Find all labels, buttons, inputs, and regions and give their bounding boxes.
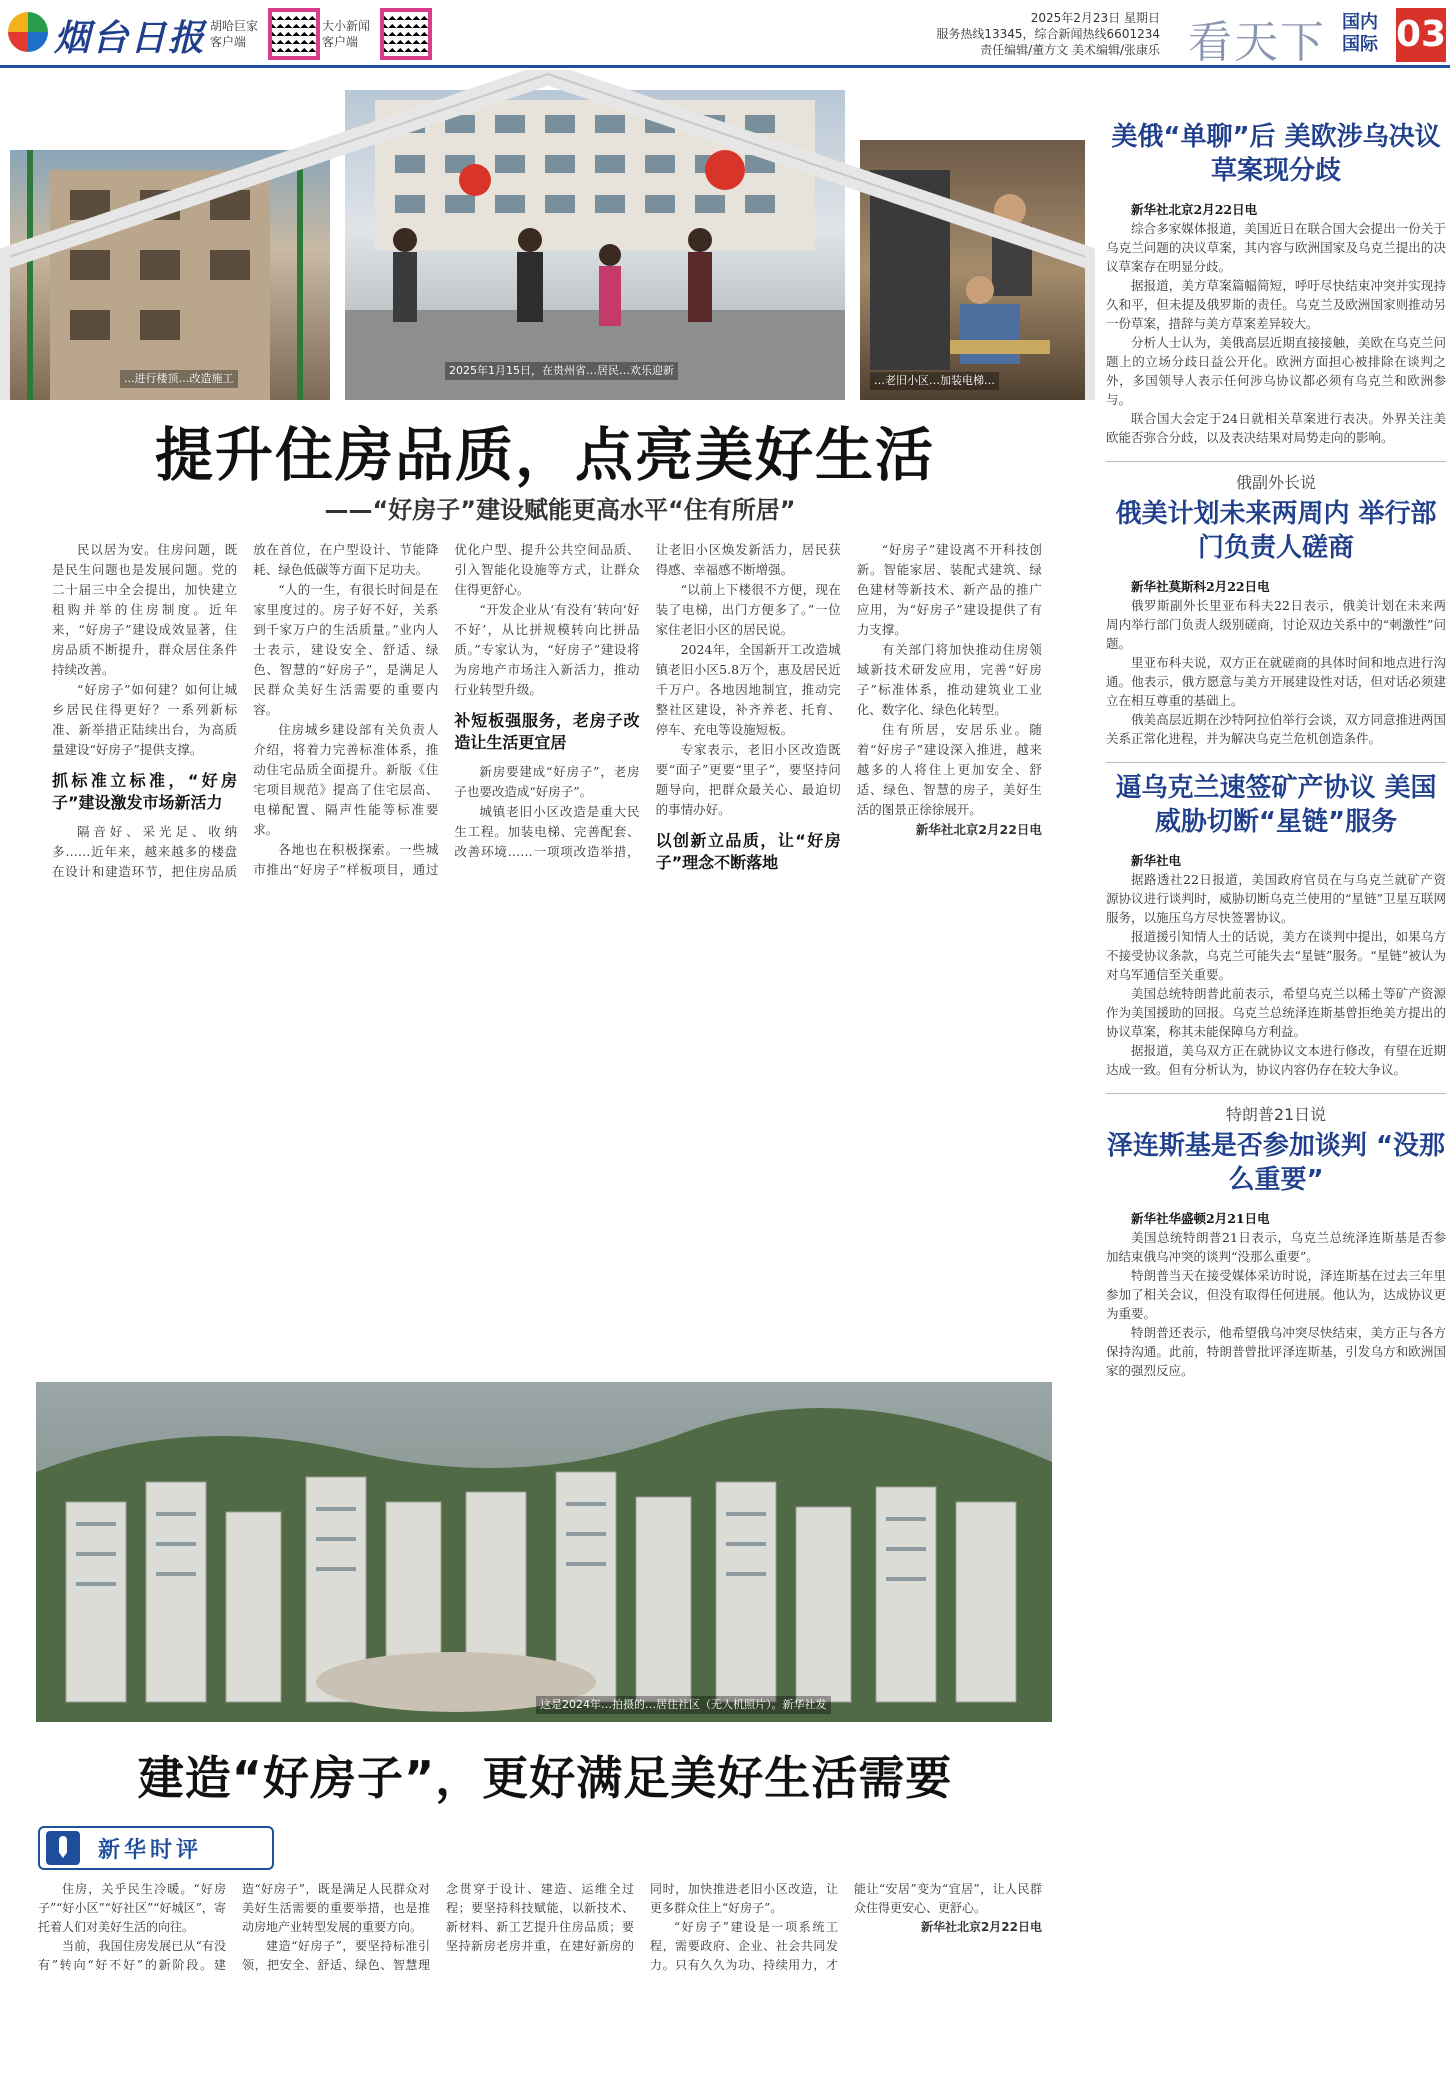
story3-headline: 逼乌克兰速签矿产协议 美国威胁切断“星链”服务	[1115, 773, 1437, 837]
qr-label: 胡哈巨家 客户端	[210, 19, 259, 49]
main-headline: 提升住房品质，点亮美好生活	[154, 421, 935, 489]
commentary-headline: 建造“好房子”，更好满足美好生活需要	[137, 1751, 953, 1805]
aerial-photo	[36, 1382, 1052, 1722]
photo-caption: ...进行楼顶…改造施工	[120, 370, 238, 388]
article-paragraph: “开发企业从‘有没有’转向‘好不好’，从比拼规模转向比拼品质。”专家认为，“好房子”建设将为房地产市场注入新活力，推动行业转型升级。	[454, 602, 640, 697]
commentary-label-box	[38, 1826, 274, 1870]
photo-band	[0, 70, 1095, 400]
article-paragraph: 隔音好、采光足、收纳多……近年来，越来越多的楼盘在设计和建造环节，把住房品质放在首位，在户型设计、节能降耗、绿色低碳等方面下足功夫。	[52, 542, 439, 879]
article-paragraph: “好房子”建设离不开科技创新。智能家居、装配式建筑、绿色建材等新技术、新产品的推广应用，为“好房子”建设提供了有力支撑。	[856, 542, 1042, 637]
section-sub	[1342, 12, 1378, 56]
story4-kicker: 特朗普21日说	[1225, 1105, 1327, 1124]
photo-caption: …老旧小区…加装电梯…	[870, 372, 999, 390]
story-paragraph: 报道援引知情人士的话说，美方在谈判中提出，如果乌方不接受协议条款，乌克兰可能失去“星链”服务。“星链”被认为对乌军通信至关重要。	[1106, 929, 1446, 982]
qr-code-icon[interactable]	[268, 8, 320, 60]
story-paragraph: 据报道，美乌双方正在就协议文本进行修改，有望在近期达成一致。但有分析认为，协议内容仍存在较大争议。	[1106, 1043, 1446, 1077]
commentary-paragraph: 建造“好房子”，要坚持标准引领，把安全、舒适、绿色、智慧理念贯穿于设计、建造、运维全过程；要坚持科技赋能，以新技术、新材料、新工艺提升住房品质；要坚持新房老房并重，在建好新房的同时，加快推进老旧小区改造，让更多群众住上“好房子”。	[242, 1882, 838, 1972]
story4-headline: 泽连斯基是否参加谈判 “没那么重要”	[1106, 1131, 1446, 1195]
story2-dateline: 新华社莫斯科2月22日电	[1131, 579, 1270, 594]
article-paragraph: 民以居为安。住房问题，既是民生问题也是发展问题。党的二十届三中全会提出，加快建立租购并举的住房制度。近年来，“好房子”建设成效显著，住房品质不断提升，群众居住条件持续改善。	[52, 542, 238, 677]
main-subhead: ——“好房子”建设赋能更高水平“住有所居”	[324, 496, 796, 524]
commentary-paragraph: “好房子”建设是一项系统工程，需要政府、企业、社会共同发力。只有久久为功、持续用力，才能让“安居”变为“宜居”，让人民群众住得更安心、更舒心。	[650, 1882, 1042, 1972]
article-paragraph: 住有所居，安居乐业。随着“好房子”建设深入推进，越来越多的人将住上更加安全、舒适、绿色、智慧的房子，美好生活的图景正徐徐展开。	[856, 722, 1042, 817]
date-line: 2025年2月23日 星期日	[1030, 11, 1160, 25]
story-paragraph: 美国总统特朗普此前表示，希望乌克兰以稀土等矿产资源作为美国援助的回报。乌克兰总统泽连斯基曾拒绝美方提出的协议草案，称其未能保障乌方利益。	[1106, 986, 1446, 1039]
section-heading: 补短板强服务，老房子改造让生活更宜居	[454, 711, 640, 752]
article-paragraph: 各地也在积极探索。一些城市推出“好房子”样板项目，通过优化户型、提升公共空间品质、引入智能化设施等方式，让群众住得更舒心。	[253, 542, 640, 877]
story2-headline: 俄美计划未来两周内 举行部门负责人磋商	[1115, 499, 1437, 563]
article-paragraph: 有关部门将加快推动住房领域新技术研发应用，完善“好房子”标准体系，推动建筑业工业化、数字化、绿色化转型。	[856, 642, 1042, 717]
commentary-paragraph: 住房，关乎民生冷暖。“好房子”“好小区”“好社区”“好城区”，寄托着人们对美好生活的向往。	[38, 1882, 226, 1934]
story-paragraph: 综合多家媒体报道，美国近日在联合国大会提出一份关于乌克兰问题的决议草案，其内容与欧洲国家及乌克兰提出的决议草案存在明显分歧。	[1106, 221, 1446, 274]
section-heading: 以创新立品质，让“好房子”理念不断落地	[655, 831, 841, 872]
aerial-city-image	[36, 1382, 1052, 1722]
qr-block-2	[322, 8, 432, 60]
qr-label: 大小新闻 客户端	[322, 19, 371, 49]
section-name: 看天下	[1188, 17, 1326, 68]
story-paragraph: 联合国大会定于24日就相关草案进行表决。外界关注美欧能否弥合分歧，以及表决结果对局势走向的影响。	[1106, 411, 1446, 445]
story-paragraph: 特朗普还表示，他希望俄乌冲突尽快结束，美方正与各方保持沟通。此前，特朗普曾批评泽连斯基，引发乌方和欧洲国家的强烈反应。	[1106, 1325, 1446, 1378]
story1-dateline: 新华社北京2月22日电	[1131, 202, 1258, 217]
story4-dateline: 新华社华盛顿2月21日电	[1131, 1211, 1270, 1226]
section-heading: 抓标准立标准，“好房子”建设激发市场新活力	[52, 771, 238, 812]
photo-caption: 这是2024年…拍摄的…居住社区（无人机照片）。新华社发	[536, 1696, 831, 1714]
masthead	[0, 0, 1450, 68]
commentary-byline: 新华社北京2月22日电	[920, 1920, 1042, 1934]
story1-headline: 美俄“单聊”后 美欧涉乌决议草案现分歧	[1111, 122, 1441, 186]
story-paragraph: 美国总统特朗普21日表示，乌克兰总统泽连斯基是否参加结束俄乌冲突的谈判“没那么重要”。	[1106, 1230, 1446, 1264]
commentary-label: 新华时评	[98, 1837, 203, 1863]
article-paragraph: “人的一生，有很长时间是在家里度过的。房子好不好，关系到千家万户的生活质量。”业内人士表示，建设安全、舒适、绿色、智慧的“好房子”，是满足人民群众美好生活需要的重要内容。	[253, 582, 439, 717]
pen-icon	[46, 1831, 80, 1865]
story-paragraph: 俄罗斯副外长里亚布科夫22日表示，俄美计划在未来两周内举行部门负责人级别磋商，讨论双边关系中的“刺激性”问题。	[1106, 598, 1446, 651]
commentary-paragraph: 当前，我国住房发展已从“有没有”转向“好不好”的新阶段。建造“好房子”，既是满足人民群众对美好生活需要的重要举措，也是推动房地产业转型发展的重要方向。	[38, 1882, 430, 1972]
editors-line: 责任编辑/董方文 美术编辑/张康乐	[980, 43, 1160, 57]
issue-info	[890, 10, 1160, 58]
article-paragraph: 专家表示，老旧小区改造既要“面子”更要“里子”，要坚持问题导向，把群众最关心、最迫切的事情办好。	[655, 742, 841, 817]
article-byline: 新华社北京2月22日电	[915, 822, 1042, 837]
article-paragraph: “以前上下楼很不方便，现在装了电梯，出门方便多了。”一位家住老旧小区的居民说。	[655, 582, 841, 637]
article-paragraph: “好房子”如何建？如何让城乡居民住得更好？一系列新标准、新举措正陆续出台，为高质量建设“好房子”提供支撑。	[52, 682, 238, 757]
page-number: 03	[1396, 8, 1446, 62]
hotline-line: 服务热线13345，综合新闻热线6601234	[936, 27, 1160, 41]
story2-kicker: 俄副外长说	[1235, 473, 1316, 492]
story-paragraph: 据路透社22日报道，美国政府官员在与乌克兰就矿产资源协议进行谈判时，威胁切断乌克兰使用的“星链”卫星互联网服务，以施压乌方尽快签署协议。	[1106, 872, 1446, 925]
story-paragraph: 分析人士认为，美俄高层近期直接接触，美欧在乌克兰问题上的立场分歧日益公开化。欧洲方面担心被排除在谈判之外，多国领导人表示任何涉乌协议都必须有乌克兰和欧洲参与。	[1106, 335, 1446, 407]
story-paragraph: 特朗普当天在接受媒体采访时说，泽连斯基在过去三年里参加了相关会议，但没有取得任何进展。他认为，达成协议更为重要。	[1106, 1268, 1446, 1321]
subsection-international: 国际	[1342, 34, 1378, 55]
paper-logo-icon	[8, 12, 48, 52]
article-paragraph: 住房城乡建设部有关负责人介绍，将着力完善标准体系，推动住宅品质全面提升。新版《住宅项目规范》提高了住宅层高、电梯配置、隔声性能等标准要求。	[253, 722, 439, 837]
roof-frame	[0, 70, 1095, 400]
main-article-body	[52, 540, 1042, 1360]
story2-body	[1106, 577, 1446, 748]
commentary-body	[38, 1880, 1042, 2090]
story-paragraph: 里亚布科夫说，双方正在就磋商的具体时间和地点进行沟通。他表示，俄方愿意与美方开展建设性对话，但对话必须建立在相互尊重的基础上。	[1106, 655, 1446, 708]
story1-body	[1106, 200, 1446, 447]
right-column	[1106, 70, 1446, 2100]
paper-name: 烟台日报	[54, 17, 207, 59]
divider	[1106, 762, 1446, 763]
divider	[1106, 461, 1446, 462]
photo-caption: 2025年1月15日，在贵州省…居民…欢乐迎新	[445, 362, 678, 380]
qr-code-icon[interactable]	[380, 8, 432, 60]
article-paragraph: 2024年，全国新开工改造城镇老旧小区5.8万个，惠及居民近千万户。各地因地制宜，推动完整社区建设，补齐养老、托育、停车、充电等设施短板。	[655, 642, 841, 737]
subsection-domestic: 国内	[1342, 12, 1378, 33]
story3-dateline: 新华社电	[1131, 853, 1182, 868]
article-paragraph: 城镇老旧小区改造是重大民生工程。加装电梯、完善配套、改善环境……一项项改造举措，让老旧小区焕发新活力，居民获得感、幸福感不断增强。	[454, 542, 841, 859]
qr-block-1	[210, 8, 320, 60]
story-paragraph: 据报道，美方草案篇幅简短，呼吁尽快结束冲突并实现持久和平，但未提及俄罗斯的责任。乌克兰及欧洲国家则推动另一份草案，措辞与美方草案差异较大。	[1106, 278, 1446, 331]
story4-body	[1106, 1209, 1446, 1380]
divider	[1106, 1093, 1446, 1094]
story-paragraph: 俄美高层近期在沙特阿拉伯举行会谈，双方同意推进两国关系正常化进程，并为解决乌克兰危机创造条件。	[1106, 712, 1446, 746]
article-paragraph: 新房要建成“好房子”，老房子也要改造成“好房子”。	[454, 764, 640, 799]
story3-body	[1106, 851, 1446, 1079]
